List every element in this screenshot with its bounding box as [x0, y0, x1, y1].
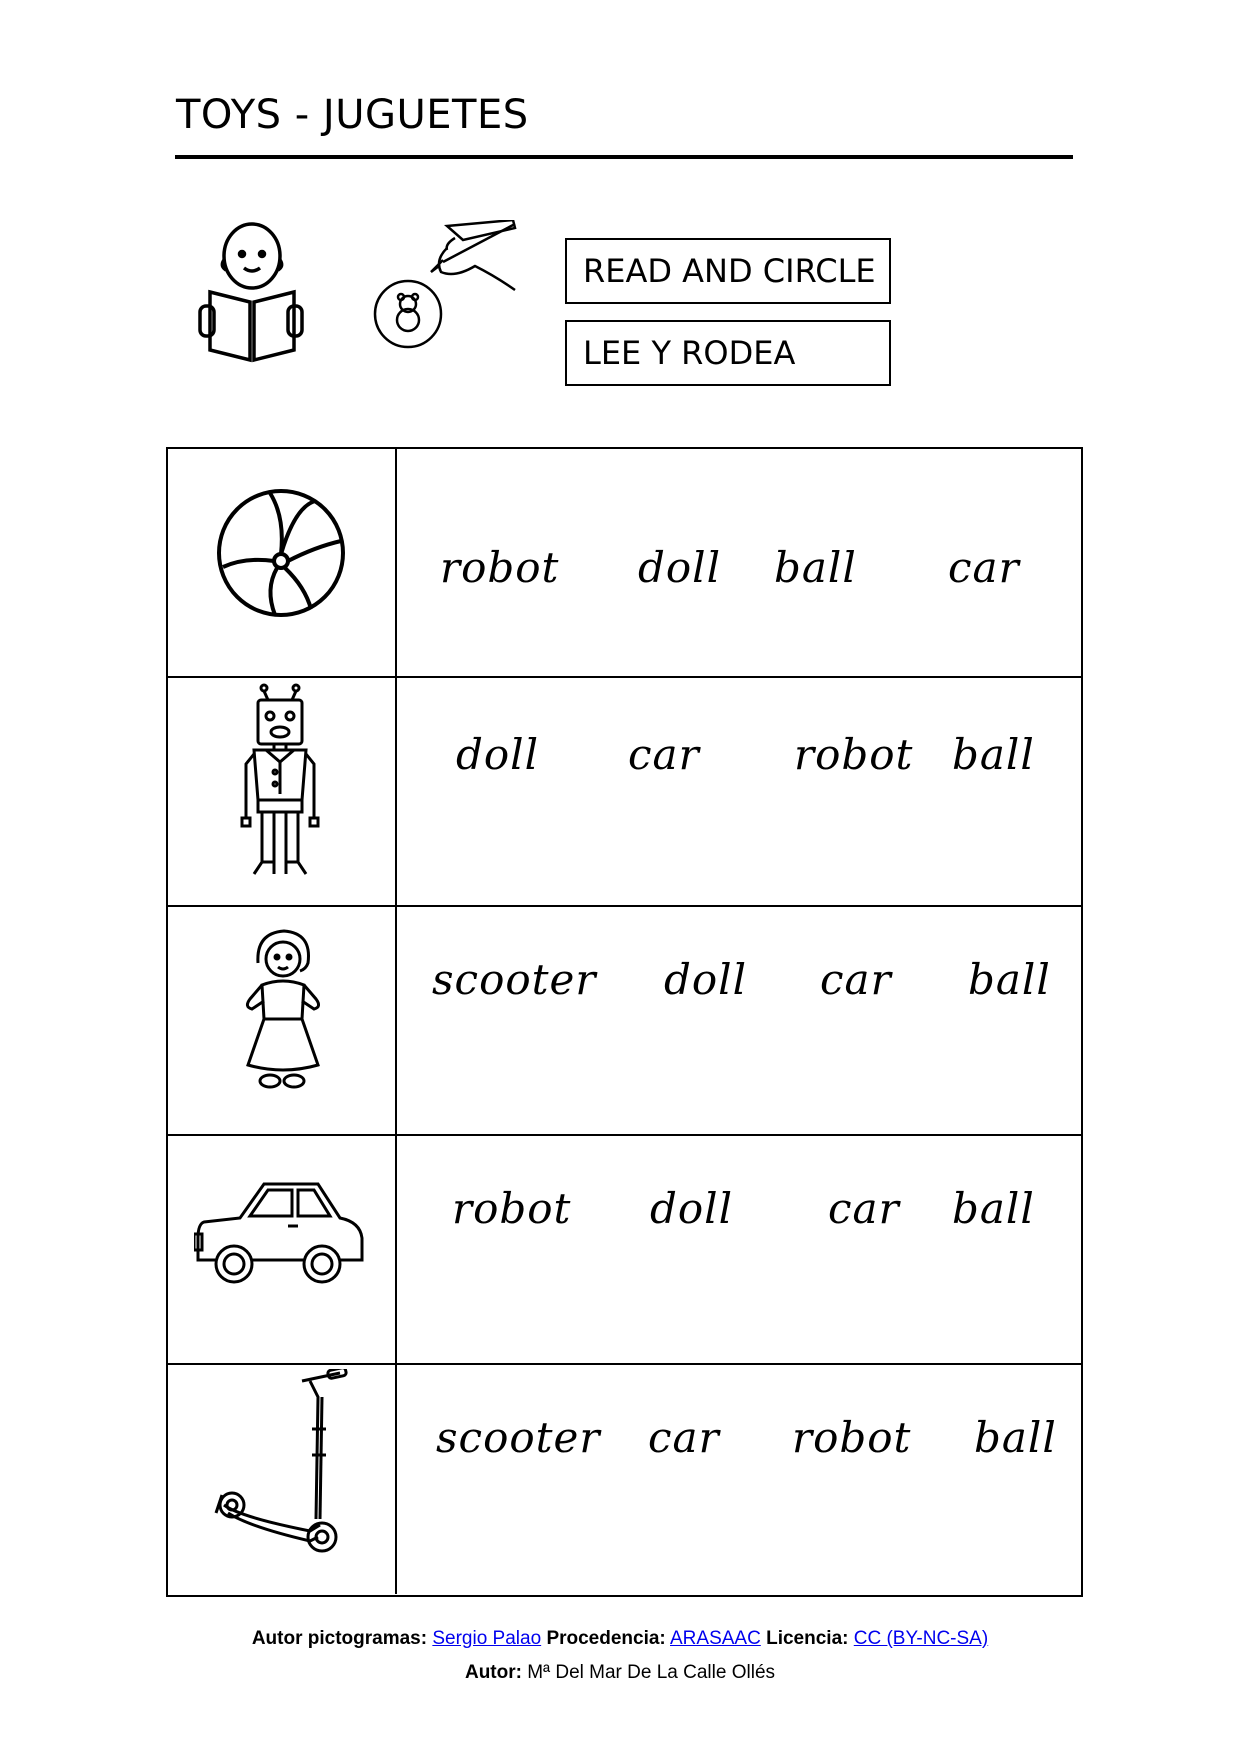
instruction-spanish: LEE Y RODEA [565, 320, 891, 386]
word-option[interactable]: car [648, 1413, 720, 1462]
source-label: Procedencia: [546, 1628, 666, 1649]
ball-icon [215, 487, 347, 619]
word-option[interactable]: ball [774, 543, 857, 592]
word-option[interactable]: ball [952, 730, 1035, 779]
table-row [168, 1136, 1081, 1365]
word-option[interactable]: robot [452, 1184, 572, 1233]
car-icon [194, 1178, 364, 1290]
instruction-english: READ AND CIRCLE [565, 238, 891, 304]
author-line [0, 1662, 1240, 1684]
word-option[interactable]: robot [440, 543, 560, 592]
table-row [168, 1365, 1081, 1594]
word-option[interactable]: car [828, 1184, 900, 1233]
word-option[interactable]: car [820, 955, 892, 1004]
page-title: TOYS - JUGUETES [176, 92, 529, 138]
license-label: Licencia: [766, 1628, 849, 1649]
exercise-table [166, 447, 1083, 1597]
word-option[interactable]: scooter [432, 955, 597, 1004]
picture-cell [168, 907, 397, 1134]
word-option[interactable]: ball [974, 1413, 1057, 1462]
doll-icon [240, 929, 326, 1095]
source-link[interactable]: ARASAAC [670, 1628, 761, 1649]
robot-icon [240, 682, 320, 882]
word-option[interactable]: robot [792, 1413, 912, 1462]
license-link[interactable]: CC (BY-NC-SA) [853, 1628, 989, 1649]
credits-line [0, 1628, 1240, 1650]
word-option[interactable]: robot [794, 730, 914, 779]
word-option[interactable]: ball [968, 955, 1051, 1004]
word-option[interactable]: doll [456, 730, 540, 779]
table-row [168, 678, 1081, 907]
word-option[interactable]: car [948, 543, 1020, 592]
table-row [168, 907, 1081, 1136]
picture-cell [168, 449, 397, 676]
scooter-icon [210, 1369, 360, 1569]
word-option[interactable]: scooter [436, 1413, 601, 1462]
reading-child-icon [196, 220, 306, 365]
title-divider [175, 155, 1073, 159]
word-option[interactable]: ball [952, 1184, 1035, 1233]
hand-circling-icon [365, 220, 525, 370]
word-option[interactable]: car [628, 730, 700, 779]
author-label: Autor pictogramas: [251, 1628, 428, 1649]
word-option[interactable]: doll [650, 1184, 734, 1233]
word-option[interactable]: doll [638, 543, 722, 592]
word-option[interactable]: doll [664, 955, 748, 1004]
table-row [168, 449, 1081, 678]
picture-cell [168, 678, 397, 905]
author-link[interactable]: Sergio Palao [432, 1628, 542, 1649]
worksheet-author-name: Mª Del Mar De La Calle Ollés [527, 1662, 776, 1683]
picture-cell [168, 1136, 397, 1363]
picture-cell [168, 1365, 397, 1594]
worksheet-author-label: Autor: [464, 1662, 522, 1683]
